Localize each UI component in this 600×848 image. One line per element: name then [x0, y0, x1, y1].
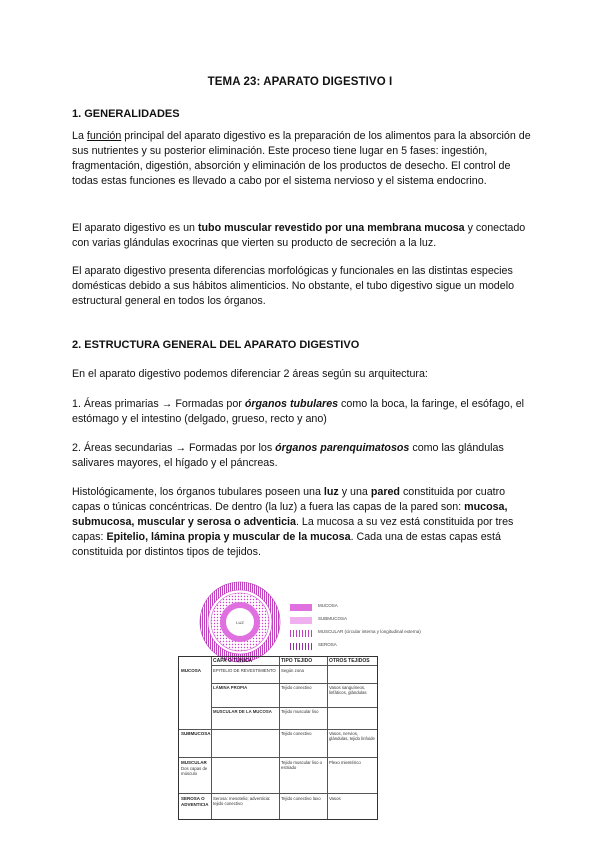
legend-swatch: [290, 643, 312, 650]
legend-label: MUCOSA: [318, 603, 338, 608]
table-row-label: MUSCULAR: [181, 760, 207, 765]
table-row-divider: [179, 729, 377, 730]
table-cell: Tejido conectivo: [281, 685, 312, 690]
paragraph-areas-primarias: [72, 397, 532, 427]
lumen-label: LUZ: [236, 620, 244, 625]
text-run: principal del aparato digestivo es la preparación de los alimentos para la absorción de sus nutrientes y su posterior eliminación. Este proceso tiene lugar en 5 fases: ingestión, fragmentación, digestión, absorción y eliminación de los productos de desecho. El control de todas estas funciones es llevado a cabo por el sistema nervioso y el sistema endocrino.: [72, 130, 531, 187]
text-run: constituida por cuatro capas o túnicas concéntricas. De dentro (la luz) a fuera las capas de la pared son:: [72, 486, 506, 513]
text-run: 1. Áreas primarias → Formadas por: [72, 398, 245, 410]
text-run: como las glándulas salivares mayores, el hígado y el páncreas.: [72, 442, 504, 469]
bold-italic-term: órganos parenquimatosos: [275, 442, 410, 454]
tube-cross-section-diagram: [198, 580, 282, 664]
table-cell: Tejido conectivo laxo: [281, 796, 321, 801]
bold-term: Epitelio, lámina propia y muscular de la mucosa: [106, 531, 351, 543]
table-cell: Dos capas de músculo: [181, 766, 208, 776]
table-row-divider: [179, 793, 377, 794]
underlined-term: función: [86, 130, 122, 142]
table-row-label: MUCOSA: [181, 668, 201, 673]
table-cell: Plexo mientérico: [329, 760, 361, 765]
table-row-label: SEROSA O ADVENTICIA: [181, 796, 209, 807]
table-row-divider: [211, 683, 377, 684]
table-cell: Según zona: [281, 668, 304, 673]
text-run: El aparato digestivo es un: [72, 222, 198, 234]
paragraph-diferencias: El aparato digestivo presenta diferencias morfológicas y funcionales en las distintas especies domésticas debido a sus hábitos alimenticios. No obstante, el tubo digestivo sigue un modelo estructural general en todos los órganos.: [72, 265, 515, 307]
table-row-label: SUBMUCOSA: [181, 731, 211, 736]
section-heading-generalidades: 1. GENERALIDADES: [72, 108, 180, 120]
paragraph-tubo-muscular: [72, 221, 532, 251]
diagram-legend: [290, 602, 421, 654]
table-cell: Tejido muscular liso: [281, 709, 319, 714]
text-run: como la boca, la faringe, el esófago, el estómago y el intestino (delgado, grueso, recto y ano): [72, 398, 525, 425]
table-cell: Vasos: [329, 796, 341, 801]
table-cell: LÁMINA PROPIA: [213, 685, 248, 690]
table-cell: Vasos sanguíneos, linfáticos, glándulas: [329, 685, 367, 695]
text-run: 2. Áreas secundarias → Formadas por los: [72, 442, 276, 454]
paragraph-funcion: [72, 129, 532, 189]
paragraph-areas: En el aparato digestivo podemos diferenciar 2 áreas según su arquitectura:: [72, 368, 428, 380]
table-header: CAPA O TÚNICA: [213, 658, 253, 664]
table-header: OTROS TEJIDOS: [329, 658, 370, 664]
table-col-divider: [211, 657, 212, 819]
bold-italic-term: órganos tubulares: [244, 398, 339, 410]
section-heading-estructura: 2. ESTRUCTURA GENERAL DEL APARATO DIGESTIVO: [72, 339, 360, 351]
legend-label: SUBMUCOSA: [318, 616, 348, 621]
table-row-divider: [211, 707, 377, 708]
legend-item: [290, 615, 410, 628]
table-header: TIPO TEJIDO: [281, 658, 313, 664]
table-cell: Tejido conectivo: [281, 731, 312, 736]
layers-table: [178, 656, 378, 820]
table-row-divider: [211, 665, 377, 666]
document-title: TEMA 23: APARATO DIGESTIVO I: [207, 76, 393, 88]
table-col-divider: [279, 657, 280, 819]
text-run: Histológicamente, los órganos tubulares poseen una: [72, 486, 324, 498]
bold-term: mucosa, submucosa, muscular y serosa o adventicia: [72, 501, 508, 528]
bold-term: tubo muscular revestido por una membrana mucosa: [197, 222, 465, 234]
legend-label: MUSCULAR (circular interna y longitudinal externa): [318, 629, 421, 634]
table-col-divider: [327, 657, 328, 819]
table-cell: EPITELIO DE REVESTIMIENTO: [213, 668, 276, 673]
bold-term: luz: [323, 486, 339, 498]
legend-label: SEROSA: [318, 642, 337, 647]
text-run: . La mucosa a su vez está constituida por tres capas:: [72, 516, 514, 543]
bold-term: pared: [370, 486, 400, 498]
legend-swatch: [290, 604, 312, 611]
legend-item: [290, 628, 421, 641]
text-run: La: [72, 130, 87, 142]
text-run: y una: [338, 486, 371, 498]
table-cell: Tejido muscular liso o estriado: [281, 760, 323, 770]
table-cell: Serosa: mesotelio; adventicia: tejido conectivo: [213, 796, 271, 806]
paragraph-areas-secundarias: [72, 441, 532, 471]
table-cell: MUSCULAR DE LA MUCOSA: [213, 709, 272, 714]
legend-swatch: [290, 617, 312, 624]
table-cell: Vasos, nervios, glándulas, tejido linfoide: [329, 731, 375, 741]
text-run: . Cada una de estas capas está constituida por distintos tipos de tejidos.: [72, 531, 501, 558]
legend-swatch: [290, 630, 312, 637]
legend-item: [290, 641, 410, 654]
paragraph-histologia: [72, 485, 532, 560]
legend-item: [290, 602, 410, 615]
table-row-divider: [179, 757, 377, 758]
text-run: y conectado con varias glándulas exocrinas que vierten su producto de secreción a la luz.: [72, 222, 526, 249]
